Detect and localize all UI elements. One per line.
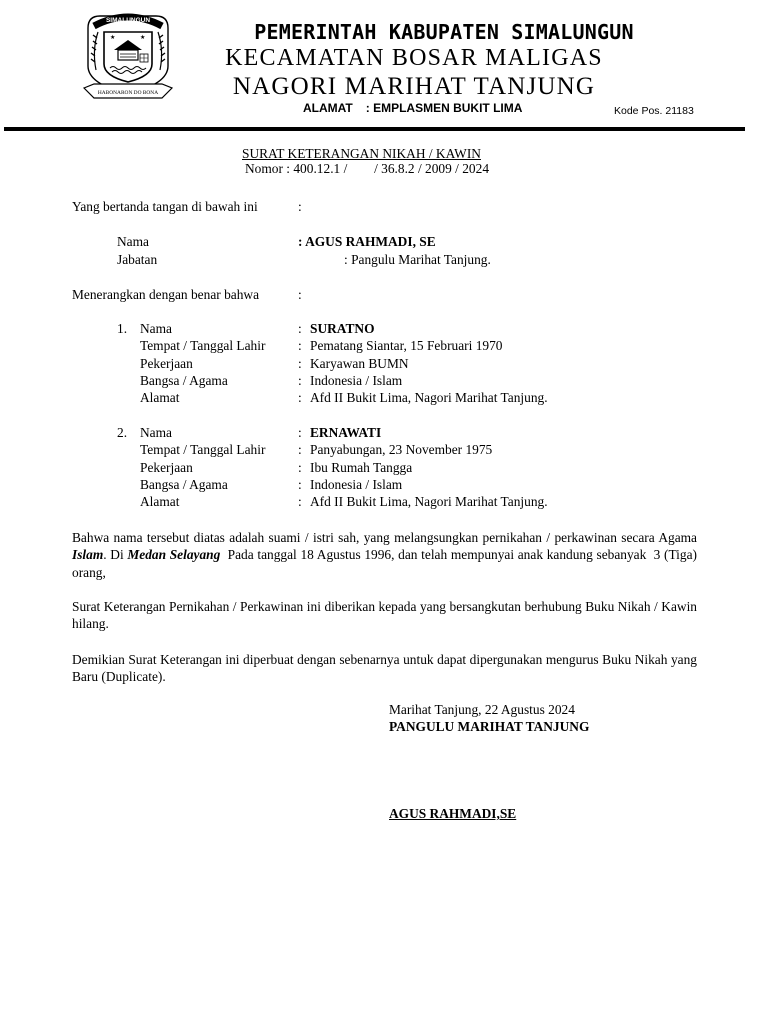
- logo-ring-text: SIMALUNGUN: [105, 17, 151, 24]
- religion-value: Islam: [72, 547, 104, 563]
- person-field-label: Tempat / Tanggal Lahir: [140, 338, 266, 353]
- person-number: 1.: [117, 321, 128, 336]
- signature-name: AGUS RAHMADI,SE: [389, 806, 517, 821]
- signature-place-date: Marihat Tanjung, 22 Agustus 2024: [389, 702, 575, 717]
- logo-ribbon-text: HABONARON DO BONA: [97, 90, 159, 96]
- person-field-label: Alamat: [140, 390, 180, 405]
- field-colon: :: [298, 460, 302, 475]
- signer-name-label: Nama: [117, 234, 149, 249]
- signer-position-value: : Pangulu Marihat Tanjung.: [344, 252, 491, 267]
- person-name-value: SURATNO: [310, 321, 375, 336]
- person-field-value: Indonesia / Islam: [310, 373, 403, 388]
- person-name-value: ERNAWATI: [310, 425, 382, 440]
- person-field-value: Afd II Bukit Lima, Nagori Marihat Tanjung.: [310, 494, 548, 509]
- signature-office: PANGULU MARIHAT TANJUNG: [389, 719, 590, 734]
- purpose-paragraph: Surat Keterangan Pernikahan / Perkawinan ini diberikan kepada yang bersangkutan berhubung Buku Nikah / Kawin hilang.: [72, 599, 697, 632]
- person-field-value: Ibu Rumah Tangga: [310, 460, 413, 475]
- postal-code: Kode Pos. 21183: [614, 105, 694, 117]
- svg-text:★: ★: [110, 34, 116, 41]
- letter-title: SURAT KETERANGAN NIKAH / KAWIN: [242, 146, 481, 161]
- paragraph-text: Bahwa nama tersebut diatas adalah suami / istri sah, yang melangsungkan pernikahan / perkawinan secara Agama: [72, 530, 697, 545]
- letterhead-address: [303, 101, 522, 115]
- address-label: ALAMAT: [303, 101, 353, 115]
- closing-paragraph: Demikian Surat Keterangan ini diperbuat dengan sebenarnya untuk dapat dipergunakan mengurus Buku Nikah yang Baru (Duplicate).: [72, 652, 697, 685]
- signer-position-label: Jabatan: [117, 252, 158, 267]
- person-field-label: Bangsa / Agama: [140, 373, 228, 388]
- address-value: : EMPLASMEN BUKIT LIMA: [365, 101, 523, 115]
- svg-text:★: ★: [140, 34, 146, 41]
- person-field-value: Karyawan BUMN: [310, 356, 409, 371]
- letter-number-value: : 400.12.1 / / 36.8.2 / 2009 / 2024: [286, 161, 490, 176]
- field-colon: :: [298, 390, 302, 405]
- letter-number: [245, 161, 489, 177]
- letterhead-district-line: KECAMATAN BOSAR MALIGAS: [225, 45, 603, 71]
- person-field-label: Pekerjaan: [140, 356, 193, 371]
- person-field-label: Pekerjaan: [140, 460, 193, 475]
- statement-intro-text: Menerangkan dengan benar bahwa: [72, 287, 260, 302]
- signer-intro-colon: :: [298, 199, 302, 214]
- person-field-value: Pematang Siantar, 15 Februari 1970: [310, 338, 503, 353]
- signer-intro-text: Yang bertanda tangan di bawah ini: [72, 199, 258, 214]
- paragraph-text: Pada tanggal 18 Agustus 1996, dan telah mempunyai anak kandung sebanyak 3 (Tiga) orang,: [72, 547, 701, 580]
- field-colon: :: [298, 494, 302, 509]
- person-field-label: Bangsa / Agama: [140, 477, 228, 492]
- field-colon: :: [298, 425, 302, 440]
- person-field-label: Nama: [140, 321, 172, 336]
- marriage-place-value: Medan Selayang: [127, 547, 221, 563]
- field-colon: :: [298, 356, 302, 371]
- person-field-label: Alamat: [140, 494, 180, 509]
- letter-number-label: Nomor: [245, 161, 283, 176]
- field-colon: :: [298, 442, 302, 457]
- paragraph-text: . Di: [103, 547, 128, 563]
- field-colon: :: [298, 338, 302, 353]
- statement-intro-colon: :: [298, 287, 302, 302]
- field-colon: :: [298, 321, 302, 336]
- person-field-value: Afd II Bukit Lima, Nagori Marihat Tanjung.: [310, 390, 548, 405]
- marriage-statement-paragraph: [72, 529, 701, 581]
- letterhead-government-line: PEMERINTAH KABUPATEN SIMALUNGUN: [254, 20, 634, 44]
- letterhead-divider: [4, 127, 745, 131]
- field-colon: :: [298, 373, 302, 388]
- person-field-label: Nama: [140, 425, 172, 440]
- signer-name-value: : AGUS RAHMADI, SE: [298, 234, 436, 249]
- person-field-value: Panyabungan, 23 November 1975: [310, 442, 493, 457]
- letterhead-village-line: NAGORI MARIHAT TANJUNG: [232, 73, 596, 100]
- person-number: 2.: [117, 425, 128, 440]
- field-colon: :: [298, 477, 302, 492]
- person-field-value: Indonesia / Islam: [310, 477, 403, 492]
- person-field-label: Tempat / Tanggal Lahir: [140, 442, 266, 457]
